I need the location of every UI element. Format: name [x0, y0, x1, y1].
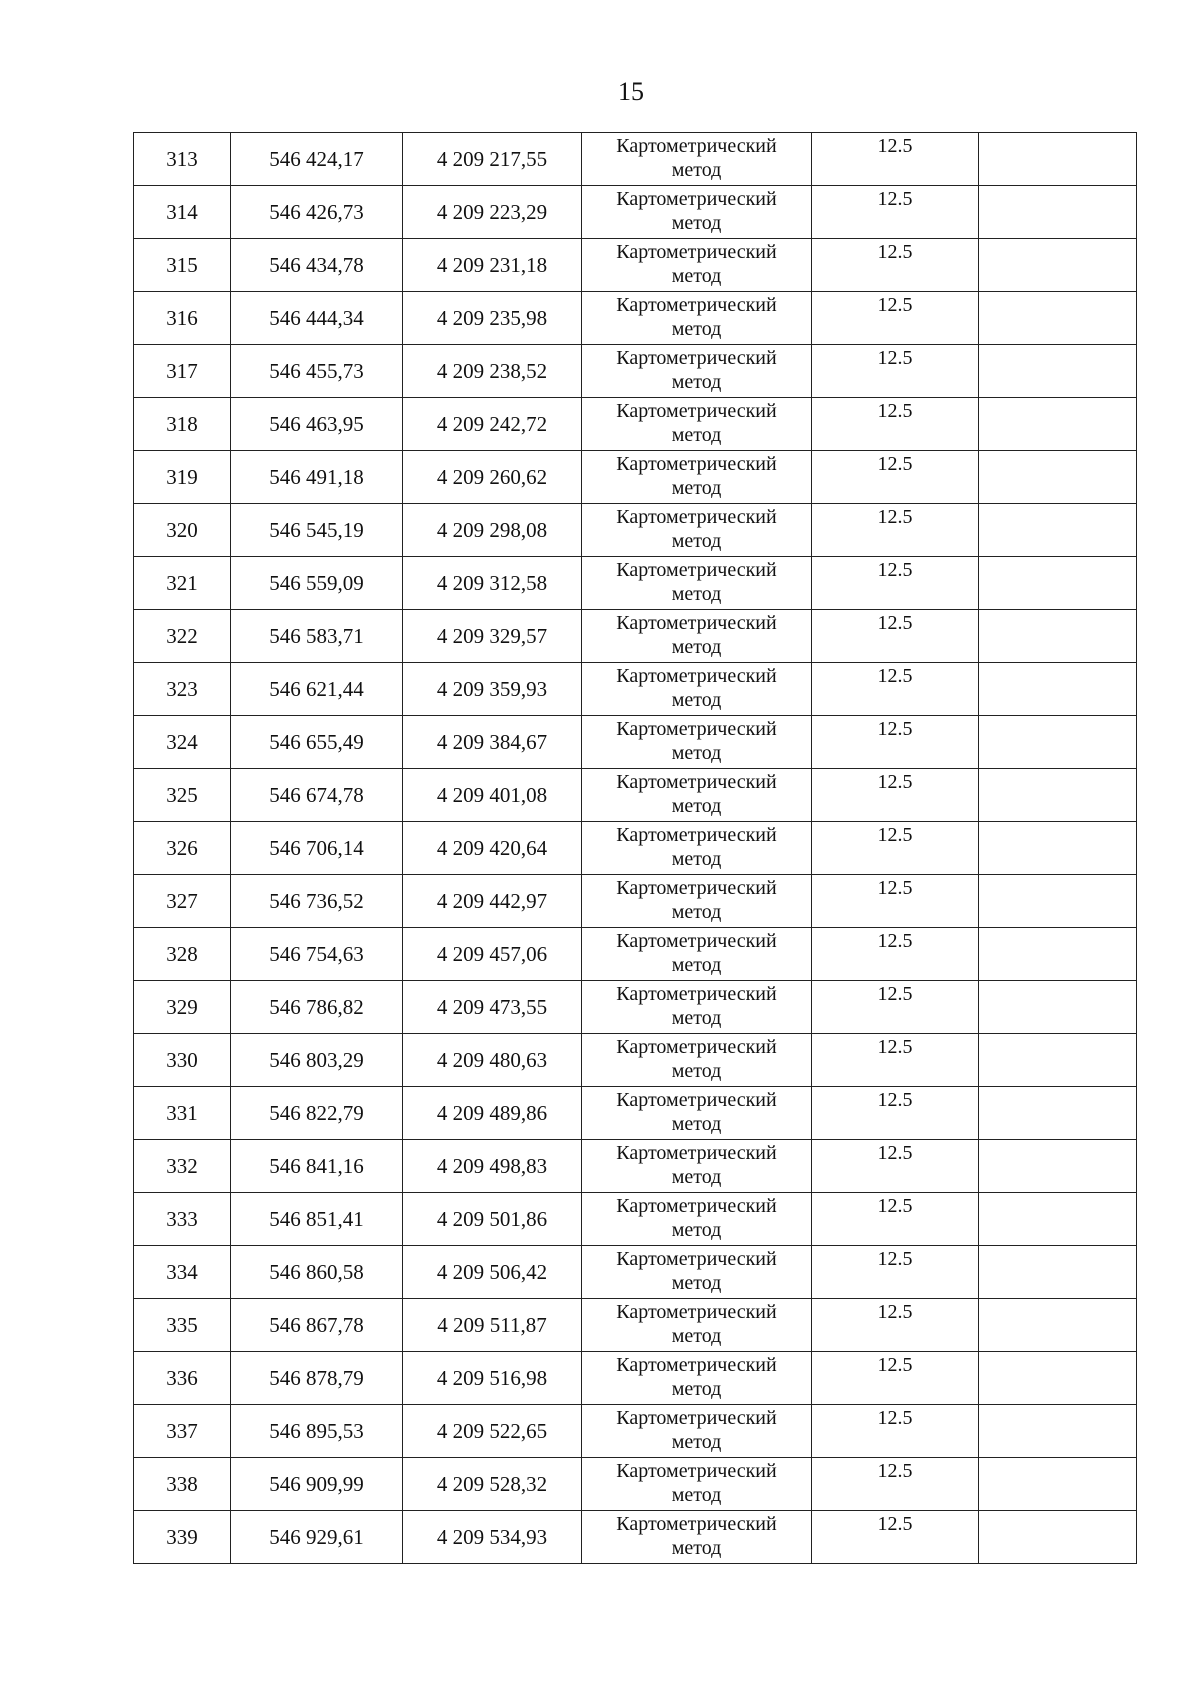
method-line-2: метод: [671, 1113, 722, 1135]
y-coordinate-cell: 4 209 312,58: [403, 557, 582, 610]
y-coordinate-cell: 4 209 217,55: [403, 133, 582, 186]
method-cell: [582, 451, 812, 504]
method-line-1: Картометрический: [616, 1301, 777, 1323]
method-line-1: Картометрический: [616, 453, 777, 475]
accuracy-cell: 12.5: [812, 1034, 979, 1087]
point-number-cell: 330: [134, 1034, 231, 1087]
accuracy-cell: 12.5: [812, 928, 979, 981]
note-cell: [979, 1087, 1137, 1140]
note-cell: [979, 663, 1137, 716]
y-coordinate-cell: 4 209 329,57: [403, 610, 582, 663]
x-coordinate-cell: 546 444,34: [231, 292, 403, 345]
method-line-2: метод: [671, 795, 722, 817]
method-cell: [582, 716, 812, 769]
accuracy-cell: 12.5: [812, 610, 979, 663]
coordinates-table-body: [134, 133, 1137, 1564]
note-cell: [979, 186, 1137, 239]
table-row: [134, 239, 1137, 292]
table-row: [134, 1299, 1137, 1352]
method-line-2: метод: [671, 954, 722, 976]
method-cell: [582, 981, 812, 1034]
point-number-cell: 325: [134, 769, 231, 822]
method-cell: [582, 345, 812, 398]
method-line-2: метод: [671, 1431, 722, 1453]
page-number: 15: [618, 77, 644, 106]
method-cell: [582, 663, 812, 716]
y-coordinate-cell: 4 209 231,18: [403, 239, 582, 292]
y-coordinate-cell: 4 209 473,55: [403, 981, 582, 1034]
y-coordinate-cell: 4 209 498,83: [403, 1140, 582, 1193]
point-number-cell: 335: [134, 1299, 231, 1352]
table-row: [134, 504, 1137, 557]
accuracy-cell: 12.5: [812, 1246, 979, 1299]
method-line-2: метод: [671, 265, 722, 287]
method-line-1: Картометрический: [616, 1354, 777, 1376]
accuracy-cell: 12.5: [812, 1299, 979, 1352]
note-cell: [979, 239, 1137, 292]
note-cell: [979, 1193, 1137, 1246]
point-number-cell: 326: [134, 822, 231, 875]
accuracy-cell: 12.5: [812, 875, 979, 928]
method-cell: [582, 1140, 812, 1193]
table-row: [134, 716, 1137, 769]
point-number-cell: 313: [134, 133, 231, 186]
method-line-1: Картометрический: [616, 1460, 777, 1482]
note-cell: [979, 1352, 1137, 1405]
method-line-2: метод: [671, 159, 722, 181]
method-line-2: метод: [671, 1219, 722, 1241]
x-coordinate-cell: 546 583,71: [231, 610, 403, 663]
y-coordinate-cell: 4 209 506,42: [403, 1246, 582, 1299]
point-number-cell: 317: [134, 345, 231, 398]
accuracy-cell: 12.5: [812, 1193, 979, 1246]
table-row: [134, 398, 1137, 451]
method-line-2: метод: [671, 689, 722, 711]
point-number-cell: 331: [134, 1087, 231, 1140]
method-cell: [582, 1246, 812, 1299]
point-number-cell: 339: [134, 1511, 231, 1564]
accuracy-cell: 12.5: [812, 981, 979, 1034]
y-coordinate-cell: 4 209 511,87: [403, 1299, 582, 1352]
x-coordinate-cell: 546 655,49: [231, 716, 403, 769]
method-cell: [582, 769, 812, 822]
note-cell: [979, 1511, 1137, 1564]
method-line-1: Картометрический: [616, 1195, 777, 1217]
table-row: [134, 1458, 1137, 1511]
accuracy-cell: 12.5: [812, 398, 979, 451]
point-number-cell: 322: [134, 610, 231, 663]
x-coordinate-cell: 546 621,44: [231, 663, 403, 716]
y-coordinate-cell: 4 209 489,86: [403, 1087, 582, 1140]
x-coordinate-cell: 546 426,73: [231, 186, 403, 239]
table-row: [134, 1140, 1137, 1193]
accuracy-cell: 12.5: [812, 1405, 979, 1458]
y-coordinate-cell: 4 209 522,65: [403, 1405, 582, 1458]
note-cell: [979, 981, 1137, 1034]
method-cell: [582, 133, 812, 186]
accuracy-cell: 12.5: [812, 557, 979, 610]
method-line-1: Картометрический: [616, 400, 777, 422]
accuracy-cell: 12.5: [812, 663, 979, 716]
y-coordinate-cell: 4 209 235,98: [403, 292, 582, 345]
method-line-1: Картометрический: [616, 1248, 777, 1270]
method-line-1: Картометрический: [616, 718, 777, 740]
table-row: [134, 451, 1137, 504]
x-coordinate-cell: 546 674,78: [231, 769, 403, 822]
note-cell: [979, 451, 1137, 504]
method-cell: [582, 1299, 812, 1352]
accuracy-cell: 12.5: [812, 292, 979, 345]
table-row: [134, 1352, 1137, 1405]
x-coordinate-cell: 546 803,29: [231, 1034, 403, 1087]
table-row: [134, 133, 1137, 186]
x-coordinate-cell: 546 822,79: [231, 1087, 403, 1140]
table-row: [134, 186, 1137, 239]
point-number-cell: 329: [134, 981, 231, 1034]
method-line-1: Картометрический: [616, 506, 777, 528]
table-row: [134, 1246, 1137, 1299]
accuracy-cell: 12.5: [812, 345, 979, 398]
method-line-1: Картометрический: [616, 188, 777, 210]
point-number-cell: 320: [134, 504, 231, 557]
y-coordinate-cell: 4 209 384,67: [403, 716, 582, 769]
accuracy-cell: 12.5: [812, 1087, 979, 1140]
point-number-cell: 324: [134, 716, 231, 769]
x-coordinate-cell: 546 754,63: [231, 928, 403, 981]
point-number-cell: 333: [134, 1193, 231, 1246]
method-line-1: Картометрический: [616, 1407, 777, 1429]
note-cell: [979, 1458, 1137, 1511]
method-line-2: метод: [671, 1537, 722, 1559]
method-line-1: Картометрический: [616, 771, 777, 793]
y-coordinate-cell: 4 209 442,97: [403, 875, 582, 928]
method-cell: [582, 292, 812, 345]
x-coordinate-cell: 546 491,18: [231, 451, 403, 504]
accuracy-cell: 12.5: [812, 451, 979, 504]
note-cell: [979, 928, 1137, 981]
accuracy-cell: 12.5: [812, 1511, 979, 1564]
y-coordinate-cell: 4 209 359,93: [403, 663, 582, 716]
accuracy-cell: 12.5: [812, 1458, 979, 1511]
method-line-2: метод: [671, 212, 722, 234]
note-cell: [979, 716, 1137, 769]
note-cell: [979, 769, 1137, 822]
method-line-1: Картометрический: [616, 1513, 777, 1535]
x-coordinate-cell: 546 929,61: [231, 1511, 403, 1564]
point-number-cell: 334: [134, 1246, 231, 1299]
x-coordinate-cell: 546 786,82: [231, 981, 403, 1034]
note-cell: [979, 875, 1137, 928]
point-number-cell: 338: [134, 1458, 231, 1511]
table-row: [134, 292, 1137, 345]
x-coordinate-cell: 546 841,16: [231, 1140, 403, 1193]
x-coordinate-cell: 546 909,99: [231, 1458, 403, 1511]
y-coordinate-cell: 4 209 223,29: [403, 186, 582, 239]
note-cell: [979, 345, 1137, 398]
method-cell: [582, 1511, 812, 1564]
method-line-2: метод: [671, 424, 722, 446]
note-cell: [979, 610, 1137, 663]
method-cell: [582, 398, 812, 451]
method-line-2: метод: [671, 1007, 722, 1029]
method-cell: [582, 875, 812, 928]
method-line-2: метод: [671, 1484, 722, 1506]
coordinates-table: [133, 132, 1137, 1564]
table-row: [134, 822, 1137, 875]
y-coordinate-cell: 4 209 534,93: [403, 1511, 582, 1564]
y-coordinate-cell: 4 209 242,72: [403, 398, 582, 451]
method-cell: [582, 1087, 812, 1140]
method-line-2: метод: [671, 477, 722, 499]
x-coordinate-cell: 546 867,78: [231, 1299, 403, 1352]
method-cell: [582, 557, 812, 610]
method-line-2: метод: [671, 1166, 722, 1188]
point-number-cell: 336: [134, 1352, 231, 1405]
x-coordinate-cell: 546 455,73: [231, 345, 403, 398]
accuracy-cell: 12.5: [812, 239, 979, 292]
x-coordinate-cell: 546 559,09: [231, 557, 403, 610]
point-number-cell: 314: [134, 186, 231, 239]
x-coordinate-cell: 546 851,41: [231, 1193, 403, 1246]
method-cell: [582, 186, 812, 239]
table-row: [134, 928, 1137, 981]
table-row: [134, 557, 1137, 610]
method-line-2: метод: [671, 848, 722, 870]
accuracy-cell: 12.5: [812, 1352, 979, 1405]
method-line-1: Картометрический: [616, 135, 777, 157]
note-cell: [979, 398, 1137, 451]
method-line-2: метод: [671, 1060, 722, 1082]
point-number-cell: 337: [134, 1405, 231, 1458]
method-line-1: Картометрический: [616, 559, 777, 581]
method-line-1: Картометрический: [616, 612, 777, 634]
method-line-2: метод: [671, 636, 722, 658]
note-cell: [979, 292, 1137, 345]
point-number-cell: 332: [134, 1140, 231, 1193]
method-cell: [582, 822, 812, 875]
point-number-cell: 318: [134, 398, 231, 451]
method-line-2: метод: [671, 1272, 722, 1294]
method-line-2: метод: [671, 1325, 722, 1347]
method-line-1: Картометрический: [616, 1036, 777, 1058]
table-row: [134, 663, 1137, 716]
note-cell: [979, 822, 1137, 875]
method-cell: [582, 1405, 812, 1458]
method-line-1: Картометрический: [616, 665, 777, 687]
method-line-2: метод: [671, 530, 722, 552]
y-coordinate-cell: 4 209 420,64: [403, 822, 582, 875]
point-number-cell: 321: [134, 557, 231, 610]
method-line-2: метод: [671, 318, 722, 340]
method-line-1: Картометрический: [616, 877, 777, 899]
accuracy-cell: 12.5: [812, 504, 979, 557]
note-cell: [979, 557, 1137, 610]
point-number-cell: 315: [134, 239, 231, 292]
method-line-2: метод: [671, 371, 722, 393]
x-coordinate-cell: 546 895,53: [231, 1405, 403, 1458]
accuracy-cell: 12.5: [812, 716, 979, 769]
x-coordinate-cell: 546 860,58: [231, 1246, 403, 1299]
accuracy-cell: 12.5: [812, 822, 979, 875]
accuracy-cell: 12.5: [812, 769, 979, 822]
method-line-1: Картометрический: [616, 294, 777, 316]
method-line-2: метод: [671, 1378, 722, 1400]
method-line-1: Картометрический: [616, 824, 777, 846]
table-row: [134, 1087, 1137, 1140]
y-coordinate-cell: 4 209 401,08: [403, 769, 582, 822]
note-cell: [979, 1140, 1137, 1193]
note-cell: [979, 1405, 1137, 1458]
point-number-cell: 319: [134, 451, 231, 504]
method-line-1: Картометрический: [616, 1142, 777, 1164]
x-coordinate-cell: 546 878,79: [231, 1352, 403, 1405]
method-line-1: Картометрический: [616, 930, 777, 952]
table-row: [134, 1511, 1137, 1564]
method-line-2: метод: [671, 583, 722, 605]
y-coordinate-cell: 4 209 298,08: [403, 504, 582, 557]
method-cell: [582, 610, 812, 663]
method-cell: [582, 928, 812, 981]
table-row: [134, 769, 1137, 822]
table-row: [134, 981, 1137, 1034]
table-row: [134, 345, 1137, 398]
method-cell: [582, 1034, 812, 1087]
accuracy-cell: 12.5: [812, 1140, 979, 1193]
method-line-1: Картометрический: [616, 241, 777, 263]
method-cell: [582, 1352, 812, 1405]
table-row: [134, 610, 1137, 663]
method-line-1: Картометрический: [616, 983, 777, 1005]
note-cell: [979, 1299, 1137, 1352]
y-coordinate-cell: 4 209 501,86: [403, 1193, 582, 1246]
method-cell: [582, 239, 812, 292]
note-cell: [979, 133, 1137, 186]
point-number-cell: 328: [134, 928, 231, 981]
method-line-2: метод: [671, 901, 722, 923]
x-coordinate-cell: 546 434,78: [231, 239, 403, 292]
x-coordinate-cell: 546 736,52: [231, 875, 403, 928]
method-cell: [582, 504, 812, 557]
table-row: [134, 1405, 1137, 1458]
x-coordinate-cell: 546 706,14: [231, 822, 403, 875]
y-coordinate-cell: 4 209 260,62: [403, 451, 582, 504]
method-cell: [582, 1458, 812, 1511]
method-line-1: Картометрический: [616, 347, 777, 369]
point-number-cell: 323: [134, 663, 231, 716]
method-line-2: метод: [671, 742, 722, 764]
accuracy-cell: 12.5: [812, 133, 979, 186]
x-coordinate-cell: 546 463,95: [231, 398, 403, 451]
y-coordinate-cell: 4 209 516,98: [403, 1352, 582, 1405]
point-number-cell: 327: [134, 875, 231, 928]
y-coordinate-cell: 4 209 528,32: [403, 1458, 582, 1511]
x-coordinate-cell: 546 424,17: [231, 133, 403, 186]
note-cell: [979, 504, 1137, 557]
note-cell: [979, 1034, 1137, 1087]
accuracy-cell: 12.5: [812, 186, 979, 239]
y-coordinate-cell: 4 209 480,63: [403, 1034, 582, 1087]
table-row: [134, 1193, 1137, 1246]
method-cell: [582, 1193, 812, 1246]
note-cell: [979, 1246, 1137, 1299]
x-coordinate-cell: 546 545,19: [231, 504, 403, 557]
table-row: [134, 875, 1137, 928]
y-coordinate-cell: 4 209 457,06: [403, 928, 582, 981]
y-coordinate-cell: 4 209 238,52: [403, 345, 582, 398]
point-number-cell: 316: [134, 292, 231, 345]
method-line-1: Картометрический: [616, 1089, 777, 1111]
table-row: [134, 1034, 1137, 1087]
